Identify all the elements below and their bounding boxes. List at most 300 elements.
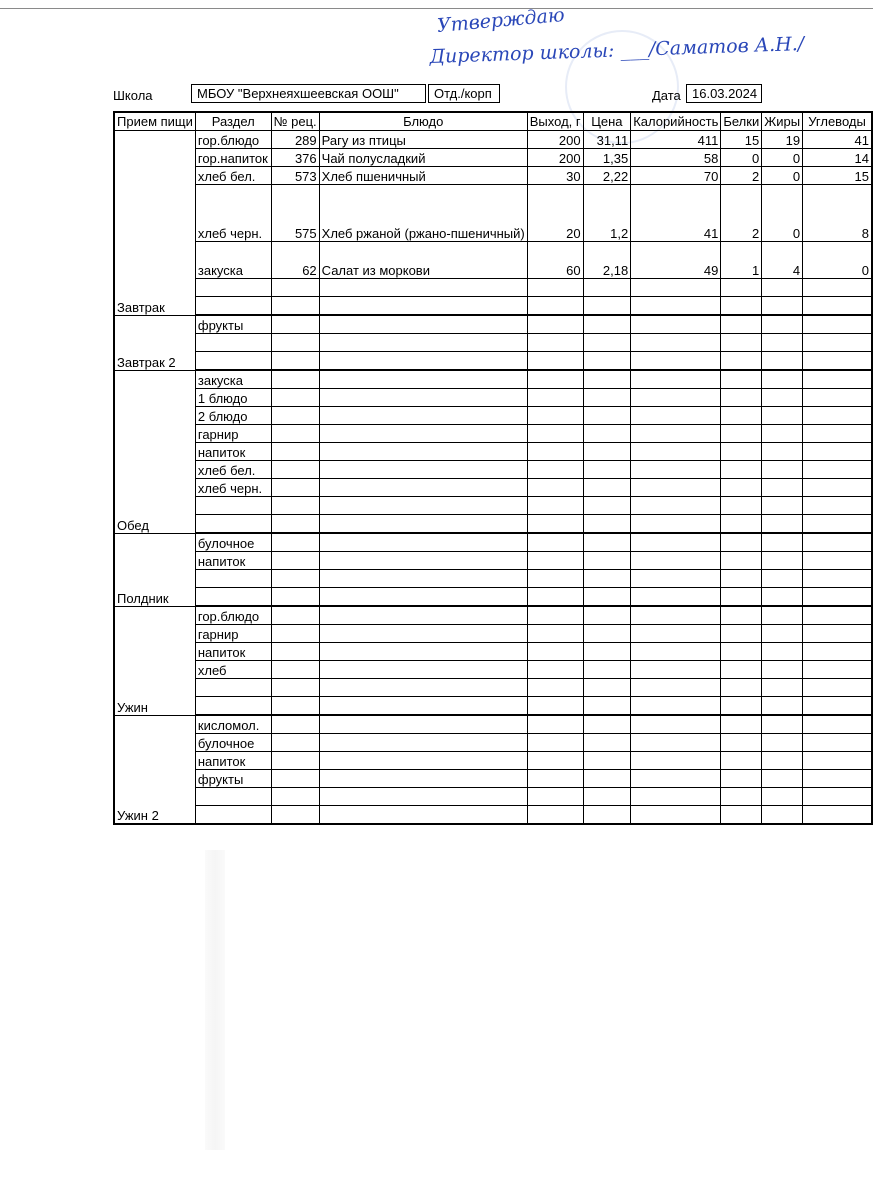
cell-kcal <box>631 334 721 352</box>
cell-kcal <box>631 806 721 825</box>
cell-dish <box>319 352 527 371</box>
cell-fat <box>762 734 803 752</box>
cell-protein <box>721 552 762 570</box>
cell-protein <box>721 370 762 389</box>
cell-section <box>195 297 271 316</box>
cell-yield <box>527 734 583 752</box>
cell-price <box>583 370 631 389</box>
cell-yield: 200 <box>527 149 583 167</box>
cell-price <box>583 734 631 752</box>
cell-fat <box>762 297 803 316</box>
cell-carbs <box>803 279 872 297</box>
table-row <box>114 679 872 697</box>
cell-recipe <box>271 407 319 425</box>
cell-kcal <box>631 752 721 770</box>
school-label: Школа <box>113 88 153 103</box>
cell-fat <box>762 443 803 461</box>
cell-fat <box>762 752 803 770</box>
cell-recipe <box>271 461 319 479</box>
table-row <box>114 389 872 407</box>
cell-kcal <box>631 297 721 316</box>
cell-price <box>583 570 631 588</box>
cell-carbs <box>803 497 872 515</box>
cell-carbs <box>803 661 872 679</box>
cell-protein <box>721 770 762 788</box>
cell-dish <box>319 443 527 461</box>
cell-dish <box>319 334 527 352</box>
cell-dish <box>319 661 527 679</box>
table-row <box>114 734 872 752</box>
approval-line-1: Утверждаю <box>436 3 566 38</box>
cell-section <box>195 806 271 825</box>
cell-kcal <box>631 515 721 534</box>
cell-price <box>583 679 631 697</box>
cell-dish: Салат из моркови <box>319 242 527 279</box>
cell-recipe <box>271 315 319 334</box>
cell-protein <box>721 570 762 588</box>
cell-section <box>195 497 271 515</box>
cell-dish: Хлеб ржаной (ржано-пшеничный) <box>319 185 527 242</box>
cell-kcal <box>631 734 721 752</box>
cell-kcal: 411 <box>631 131 721 149</box>
cell-protein <box>721 352 762 371</box>
cell-yield: 20 <box>527 185 583 242</box>
cell-kcal: 70 <box>631 167 721 185</box>
table-row <box>114 242 872 279</box>
table-row <box>114 715 872 734</box>
cell-carbs <box>803 533 872 552</box>
cell-kcal <box>631 552 721 570</box>
cell-price <box>583 533 631 552</box>
cell-section: напиток <box>195 643 271 661</box>
cell-carbs <box>803 788 872 806</box>
cell-kcal <box>631 770 721 788</box>
cell-fat <box>762 352 803 371</box>
cell-fat: 19 <box>762 131 803 149</box>
cell-fat <box>762 788 803 806</box>
cell-carbs: 14 <box>803 149 872 167</box>
cell-carbs <box>803 643 872 661</box>
cell-section: гор.блюдо <box>195 131 271 149</box>
cell-price <box>583 315 631 334</box>
table-row <box>114 407 872 425</box>
meal-name: Завтрак 2 <box>114 315 195 370</box>
cell-carbs <box>803 588 872 607</box>
cell-section: хлеб черн. <box>195 479 271 497</box>
cell-fat <box>762 497 803 515</box>
cell-recipe <box>271 734 319 752</box>
cell-protein <box>721 297 762 316</box>
cell-carbs <box>803 443 872 461</box>
cell-price <box>583 479 631 497</box>
cell-recipe <box>271 443 319 461</box>
cell-section: 2 блюдо <box>195 407 271 425</box>
cell-fat <box>762 389 803 407</box>
cell-section <box>195 788 271 806</box>
cell-recipe <box>271 497 319 515</box>
cell-recipe: 575 <box>271 185 319 242</box>
cell-carbs <box>803 389 872 407</box>
cell-yield <box>527 752 583 770</box>
cell-section: хлеб <box>195 661 271 679</box>
cell-price <box>583 279 631 297</box>
cell-fat: 4 <box>762 242 803 279</box>
cell-section: напиток <box>195 752 271 770</box>
cell-kcal <box>631 497 721 515</box>
cell-dish <box>319 297 527 316</box>
column-header: Углеводы <box>803 112 872 131</box>
cell-kcal <box>631 461 721 479</box>
cell-recipe <box>271 370 319 389</box>
cell-price <box>583 552 631 570</box>
table-row <box>114 461 872 479</box>
table-row <box>114 788 872 806</box>
cell-dish <box>319 679 527 697</box>
cell-price: 31,11 <box>583 131 631 149</box>
cell-fat <box>762 715 803 734</box>
cell-price <box>583 443 631 461</box>
table-row <box>114 661 872 679</box>
cell-yield <box>527 625 583 643</box>
cell-fat <box>762 643 803 661</box>
meal-name: Завтрак <box>114 131 195 316</box>
cell-fat <box>762 606 803 625</box>
cell-price: 1,2 <box>583 185 631 242</box>
cell-recipe: 573 <box>271 167 319 185</box>
cell-section: булочное <box>195 533 271 552</box>
cell-protein <box>721 315 762 334</box>
cell-price <box>583 461 631 479</box>
cell-fat <box>762 479 803 497</box>
cell-carbs <box>803 370 872 389</box>
cell-dish <box>319 806 527 825</box>
cell-yield <box>527 479 583 497</box>
column-header: Выход, г <box>527 112 583 131</box>
cell-price <box>583 788 631 806</box>
cell-fat <box>762 570 803 588</box>
cell-recipe <box>271 515 319 534</box>
column-header: Блюдо <box>319 112 527 131</box>
cell-recipe <box>271 625 319 643</box>
cell-protein <box>721 788 762 806</box>
cell-yield <box>527 279 583 297</box>
cell-kcal <box>631 715 721 734</box>
cell-protein <box>721 661 762 679</box>
cell-carbs <box>803 606 872 625</box>
scan-artifact <box>205 850 225 1150</box>
column-header: Жиры <box>762 112 803 131</box>
cell-price <box>583 715 631 734</box>
cell-price <box>583 297 631 316</box>
cell-yield <box>527 679 583 697</box>
cell-price: 2,18 <box>583 242 631 279</box>
cell-kcal <box>631 389 721 407</box>
cell-dish <box>319 788 527 806</box>
cell-kcal <box>631 606 721 625</box>
cell-yield: 200 <box>527 131 583 149</box>
cell-recipe <box>271 588 319 607</box>
table-row <box>114 770 872 788</box>
page-top-edge <box>0 8 873 9</box>
cell-kcal <box>631 279 721 297</box>
cell-dish <box>319 552 527 570</box>
cell-carbs <box>803 570 872 588</box>
cell-yield <box>527 389 583 407</box>
cell-kcal <box>631 697 721 716</box>
cell-protein <box>721 533 762 552</box>
cell-recipe <box>271 661 319 679</box>
cell-kcal <box>631 352 721 371</box>
cell-dish <box>319 625 527 643</box>
cell-price <box>583 806 631 825</box>
cell-fat <box>762 679 803 697</box>
cell-yield <box>527 407 583 425</box>
table-row <box>114 497 872 515</box>
cell-carbs: 15 <box>803 167 872 185</box>
cell-yield <box>527 515 583 534</box>
cell-section <box>195 352 271 371</box>
cell-protein <box>721 443 762 461</box>
cell-yield <box>527 425 583 443</box>
cell-fat <box>762 533 803 552</box>
cell-fat <box>762 425 803 443</box>
cell-protein <box>721 625 762 643</box>
meal-name: Полдник <box>114 533 195 606</box>
cell-fat: 0 <box>762 167 803 185</box>
menu-table <box>113 111 873 825</box>
cell-carbs <box>803 697 872 716</box>
cell-dish <box>319 370 527 389</box>
cell-recipe <box>271 297 319 316</box>
cell-fat <box>762 661 803 679</box>
cell-protein <box>721 461 762 479</box>
table-row <box>114 625 872 643</box>
cell-dish <box>319 515 527 534</box>
cell-carbs <box>803 679 872 697</box>
cell-protein <box>721 806 762 825</box>
cell-kcal <box>631 643 721 661</box>
cell-protein: 2 <box>721 185 762 242</box>
cell-section: гарнир <box>195 625 271 643</box>
cell-dish <box>319 279 527 297</box>
cell-protein <box>721 389 762 407</box>
cell-section <box>195 588 271 607</box>
cell-yield <box>527 770 583 788</box>
cell-dish: Хлеб пшеничный <box>319 167 527 185</box>
cell-yield <box>527 443 583 461</box>
cell-protein <box>721 643 762 661</box>
cell-price <box>583 497 631 515</box>
cell-fat <box>762 279 803 297</box>
date-field: 16.03.2024 <box>686 84 762 103</box>
cell-recipe <box>271 643 319 661</box>
cell-dish: Рагу из птицы <box>319 131 527 149</box>
cell-recipe <box>271 715 319 734</box>
column-header: Раздел <box>195 112 271 131</box>
cell-carbs <box>803 315 872 334</box>
cell-kcal <box>631 788 721 806</box>
cell-yield: 60 <box>527 242 583 279</box>
cell-yield <box>527 461 583 479</box>
table-header-row <box>114 112 872 131</box>
cell-fat <box>762 370 803 389</box>
cell-recipe <box>271 570 319 588</box>
column-header: Цена <box>583 112 631 131</box>
cell-yield <box>527 588 583 607</box>
cell-fat <box>762 770 803 788</box>
table-row <box>114 297 872 316</box>
table-row <box>114 443 872 461</box>
table-row <box>114 352 872 371</box>
cell-section: гор.блюдо <box>195 606 271 625</box>
cell-recipe: 62 <box>271 242 319 279</box>
cell-dish <box>319 770 527 788</box>
table-row <box>114 570 872 588</box>
column-header: Прием пищи <box>114 112 195 131</box>
cell-yield <box>527 533 583 552</box>
cell-carbs: 8 <box>803 185 872 242</box>
cell-protein <box>721 606 762 625</box>
table-row <box>114 552 872 570</box>
cell-yield <box>527 697 583 716</box>
cell-yield <box>527 806 583 825</box>
cell-yield <box>527 606 583 625</box>
cell-protein: 0 <box>721 149 762 167</box>
cell-fat <box>762 315 803 334</box>
cell-section: фрукты <box>195 770 271 788</box>
cell-carbs <box>803 770 872 788</box>
cell-dish <box>319 570 527 588</box>
cell-yield <box>527 352 583 371</box>
cell-protein <box>721 425 762 443</box>
cell-dish <box>319 715 527 734</box>
cell-recipe <box>271 806 319 825</box>
cell-section: закуска <box>195 242 271 279</box>
cell-protein <box>721 679 762 697</box>
cell-carbs <box>803 297 872 316</box>
cell-recipe <box>271 334 319 352</box>
cell-recipe <box>271 752 319 770</box>
cell-carbs: 41 <box>803 131 872 149</box>
cell-dish: Чай полусладкий <box>319 149 527 167</box>
cell-fat <box>762 588 803 607</box>
cell-dish <box>319 479 527 497</box>
cell-carbs <box>803 407 872 425</box>
cell-carbs <box>803 461 872 479</box>
column-header: Белки <box>721 112 762 131</box>
cell-price <box>583 352 631 371</box>
cell-recipe <box>271 279 319 297</box>
cell-section: гарнир <box>195 425 271 443</box>
cell-fat <box>762 407 803 425</box>
cell-price <box>583 752 631 770</box>
cell-yield <box>527 643 583 661</box>
cell-carbs <box>803 734 872 752</box>
cell-section: булочное <box>195 734 271 752</box>
cell-recipe <box>271 679 319 697</box>
cell-dish <box>319 734 527 752</box>
cell-kcal <box>631 370 721 389</box>
table-row <box>114 425 872 443</box>
table-row <box>114 752 872 770</box>
cell-section: напиток <box>195 552 271 570</box>
cell-fat <box>762 625 803 643</box>
cell-yield <box>527 334 583 352</box>
cell-kcal <box>631 443 721 461</box>
cell-protein <box>721 752 762 770</box>
cell-dish <box>319 315 527 334</box>
cell-fat <box>762 552 803 570</box>
cell-carbs <box>803 552 872 570</box>
cell-price <box>583 407 631 425</box>
table-row <box>114 149 872 167</box>
cell-recipe <box>271 479 319 497</box>
cell-price <box>583 588 631 607</box>
cell-protein <box>721 588 762 607</box>
cell-protein <box>721 279 762 297</box>
table-row <box>114 370 872 389</box>
cell-price: 2,22 <box>583 167 631 185</box>
table-row <box>114 334 872 352</box>
cell-protein: 15 <box>721 131 762 149</box>
cell-dish <box>319 407 527 425</box>
cell-carbs <box>803 352 872 371</box>
meal-name: Ужин <box>114 606 195 715</box>
table-row <box>114 167 872 185</box>
cell-kcal: 49 <box>631 242 721 279</box>
meal-name: Ужин 2 <box>114 715 195 824</box>
cell-carbs <box>803 479 872 497</box>
cell-fat <box>762 515 803 534</box>
cell-protein <box>721 479 762 497</box>
cell-section: хлеб бел. <box>195 461 271 479</box>
cell-yield <box>527 370 583 389</box>
cell-price <box>583 661 631 679</box>
cell-section <box>195 279 271 297</box>
table-row <box>114 279 872 297</box>
cell-recipe <box>271 552 319 570</box>
cell-recipe: 376 <box>271 149 319 167</box>
cell-fat: 0 <box>762 185 803 242</box>
cell-price <box>583 606 631 625</box>
cell-fat <box>762 697 803 716</box>
cell-carbs: 0 <box>803 242 872 279</box>
cell-section <box>195 570 271 588</box>
cell-carbs <box>803 515 872 534</box>
cell-price: 1,35 <box>583 149 631 167</box>
cell-kcal: 58 <box>631 149 721 167</box>
cell-price <box>583 334 631 352</box>
cell-protein <box>721 497 762 515</box>
cell-fat <box>762 334 803 352</box>
cell-fat <box>762 461 803 479</box>
table-row <box>114 606 872 625</box>
cell-carbs <box>803 425 872 443</box>
cell-protein <box>721 697 762 716</box>
table-row <box>114 185 872 242</box>
cell-recipe <box>271 697 319 716</box>
cell-yield <box>527 315 583 334</box>
cell-yield <box>527 788 583 806</box>
cell-kcal <box>631 625 721 643</box>
cell-protein: 1 <box>721 242 762 279</box>
cell-carbs <box>803 715 872 734</box>
cell-kcal <box>631 425 721 443</box>
cell-protein <box>721 407 762 425</box>
cell-carbs <box>803 806 872 825</box>
cell-recipe <box>271 770 319 788</box>
cell-yield: 30 <box>527 167 583 185</box>
